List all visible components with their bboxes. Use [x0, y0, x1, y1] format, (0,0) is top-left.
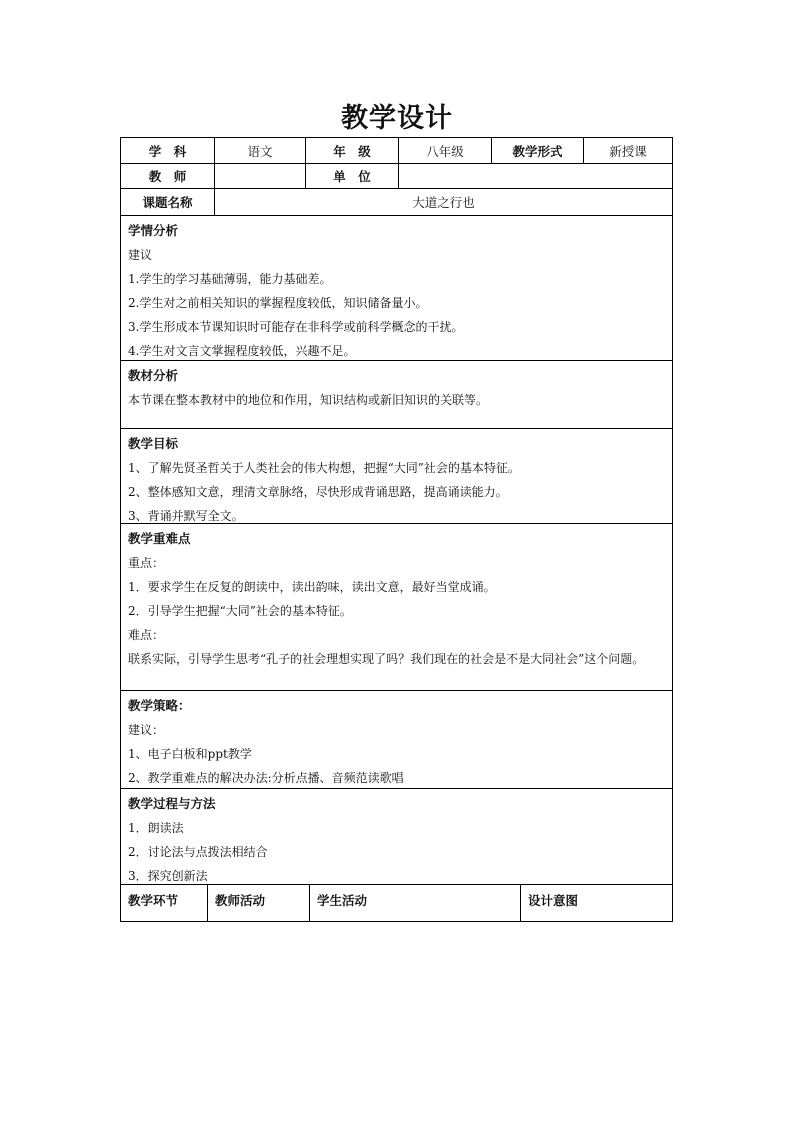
text-line: 2.学生对之前相关知识的掌握程度较低，知识储备量小。 — [128, 296, 428, 310]
text-line: 本节课在整本教材中的地位和作用，知识结构或新旧知识的关联等。 — [128, 393, 489, 407]
table-row — [120, 137, 673, 163]
table-row — [120, 884, 673, 922]
subject-label: 学 科 — [148, 143, 187, 159]
text-line: 3、背诵并默写全文。 — [128, 509, 244, 523]
text-line: 难点： — [128, 628, 165, 642]
text-line: 1.学生的学习基础薄弱，能力基础差。 — [128, 272, 332, 286]
text-line: 2、教学重难点的解决办法:分析点播、音频范读歌唱 — [128, 771, 404, 785]
unit-label: 单 位 — [305, 164, 398, 188]
lesson-title-value: 大道之行也 — [214, 189, 672, 215]
text-line: 1．要求学生在反复的朗读中，读出韵味，读出文意，最好当堂成诵。 — [128, 580, 496, 594]
situation-analysis-section — [120, 215, 673, 360]
text-line: 联系实际，引导学生思考“孔子的社会理想实现了吗？我们现在的社会是不是大同社会”这个问题。 — [128, 652, 645, 666]
section-heading: 学情分析 — [128, 223, 179, 238]
subject-value: 语文 — [214, 138, 305, 163]
teaching-goals-section — [120, 428, 673, 523]
text-line: 重点： — [128, 556, 165, 570]
section-heading: 教学策略： — [128, 698, 191, 713]
col-student-activity: 学生活动 — [309, 885, 520, 921]
lesson-plan-table — [120, 137, 673, 922]
text-line: 4.学生对文言文掌握程度较低，兴趣不足。 — [128, 344, 356, 358]
section-heading: 教学过程与方法 — [128, 796, 216, 811]
grade-value: 八年级 — [398, 138, 491, 163]
teaching-strategy-section — [120, 690, 673, 788]
key-difficult-points-section — [120, 523, 673, 690]
teacher-label: 教 师 — [148, 169, 187, 184]
text-line: 3．探究创新法 — [128, 869, 208, 883]
text-line: 1、电子白板和ppt教学 — [128, 747, 252, 761]
text-line: 1、了解先贤圣哲关于人类社会的伟大构想，把握“大同”社会的基本特征。 — [128, 461, 520, 475]
section-heading: 教材分析 — [128, 368, 179, 383]
text-line: 2．引导学生把握“大同”社会的基本特征。 — [128, 604, 352, 618]
text-line: 2．讨论法与点拨法相结合 — [128, 845, 268, 859]
col-design-intent: 设计意图 — [520, 885, 672, 921]
text-line: 2、整体感知文意，理清文章脉络，尽快形成背诵思路，提高诵读能力。 — [128, 485, 508, 499]
col-teaching-step: 教学环节 — [128, 893, 179, 908]
teaching-process-section — [120, 788, 673, 884]
lesson-title-label: 课题名称 — [142, 195, 193, 210]
section-heading: 教学重难点 — [128, 531, 191, 546]
text-line: 3.学生形成本节课知识时可能存在非科学或前科学概念的干扰。 — [128, 320, 464, 334]
unit-value[interactable] — [398, 164, 672, 188]
section-heading: 教学目标 — [128, 436, 179, 451]
text-line: 建议 — [128, 248, 153, 262]
material-analysis-section — [120, 360, 673, 428]
table-row — [120, 163, 673, 188]
text-line: 建议： — [128, 723, 165, 737]
col-teacher-activity: 教师活动 — [207, 885, 309, 921]
form-value: 新授课 — [583, 138, 672, 163]
teacher-value[interactable] — [214, 164, 305, 188]
page-title: 教学设计 — [341, 103, 453, 134]
form-label: 教学形式 — [491, 138, 583, 163]
grade-label: 年 级 — [305, 138, 398, 163]
text-line: 1．朗读法 — [128, 821, 184, 835]
table-row — [120, 188, 673, 215]
